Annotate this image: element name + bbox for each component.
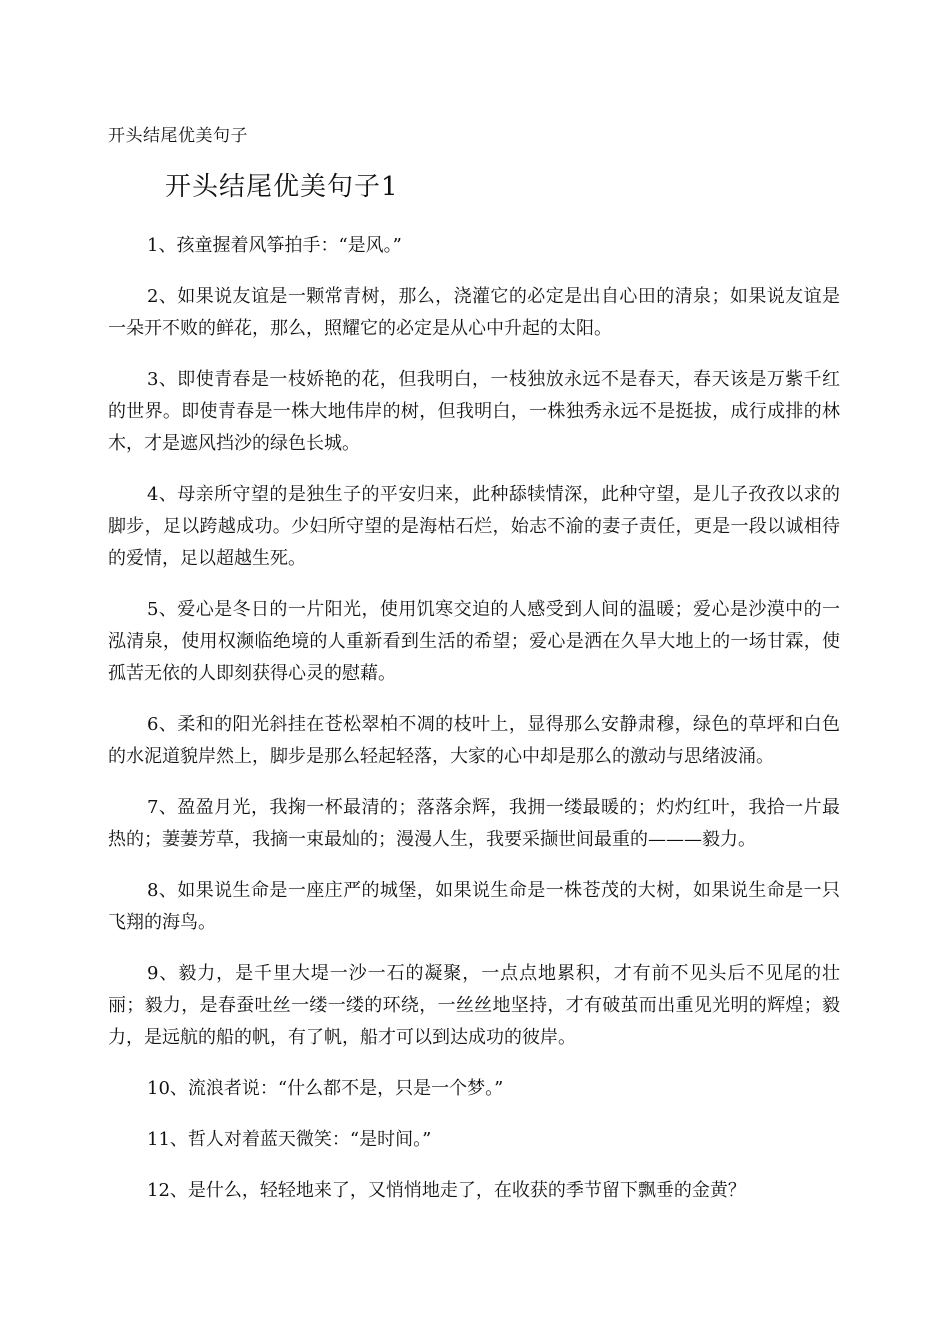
document-header: 开头结尾优美句子 — [108, 126, 248, 146]
paragraph-3: 3、即使青春是一枝娇艳的花，但我明白，一枝独放永远不是春天，春天该是万紫千红的世界。即使青春是一株大地伟岸的树，但我明白，一株独秀永远不是挺拔，成行成排的林木，才是遮风挡沙的绿色长城。 — [108, 369, 840, 454]
document-title: 开头结尾优美句子1 — [165, 172, 399, 202]
paragraph-9: 9、毅力，是千里大堤一沙一石的凝聚，一点点地累积，才有前不见头后不见尾的壮丽；毅力，是春蚕吐丝一缕一缕的环绕，一丝丝地坚持，才有破茧而出重见光明的辉煌；毅力，是远航的船的帆，有了帆，船才可以到达成功的彼岸。 — [108, 963, 840, 1048]
paragraph-2: 2、如果说友谊是一颗常青树，那么，浇灌它的必定是出自心田的清泉；如果说友谊是一朵开不败的鲜花，那么，照耀它的必定是从心中升起的太阳。 — [108, 286, 840, 339]
paragraph-5: 5、爱心是冬日的一片阳光，使用饥寒交迫的人感受到人间的温暖；爱心是沙漠中的一泓清泉，使用权濒临绝境的人重新看到生活的希望；爱心是洒在久旱大地上的一场甘霖，使孤苦无依的人即刻获得心灵的慰藉。 — [108, 599, 840, 684]
paragraph-11: 11、哲人对着蓝天微笑：“是时间。” — [147, 1129, 432, 1150]
paragraph-6: 6、柔和的阳光斜挂在苍松翠柏不凋的枝叶上，显得那么安静肃穆，绿色的草坪和白色的水泥道貌岸然上，脚步是那么轻起轻落，大家的心中却是那么的激动与思绪波涌。 — [108, 714, 840, 767]
paragraph-12: 12、是什么，轻轻地来了，又悄悄地走了，在收获的季节留下飘垂的金黄？ — [147, 1180, 746, 1201]
document-body — [108, 230, 840, 1226]
paragraph-4: 4、母亲所守望的是独生子的平安归来，此种舔犊情深，此种守望，是儿子孜孜以求的脚步，足以跨越成功。少妇所守望的是海枯石烂，始志不渝的妻子责任，更是一段以诚相待的爱情，足以超越生死。 — [108, 484, 840, 569]
paragraph-1: 1、孩童握着风筝拍手：“是风。” — [147, 235, 402, 256]
paragraph-10: 10、流浪者说：“什么都不是，只是一个梦。” — [147, 1078, 504, 1099]
paragraph-8: 8、如果说生命是一座庄严的城堡，如果说生命是一株苍茂的大树，如果说生命是一只飞翔的海鸟。 — [108, 880, 840, 933]
paragraph-7: 7、盈盈月光，我掬一杯最清的；落落余辉，我拥一缕最暖的；灼灼红叶，我拾一片最热的；萋萋芳草，我摘一束最灿的；漫漫人生，我要采撷世间最重的———毅力。 — [108, 797, 840, 850]
